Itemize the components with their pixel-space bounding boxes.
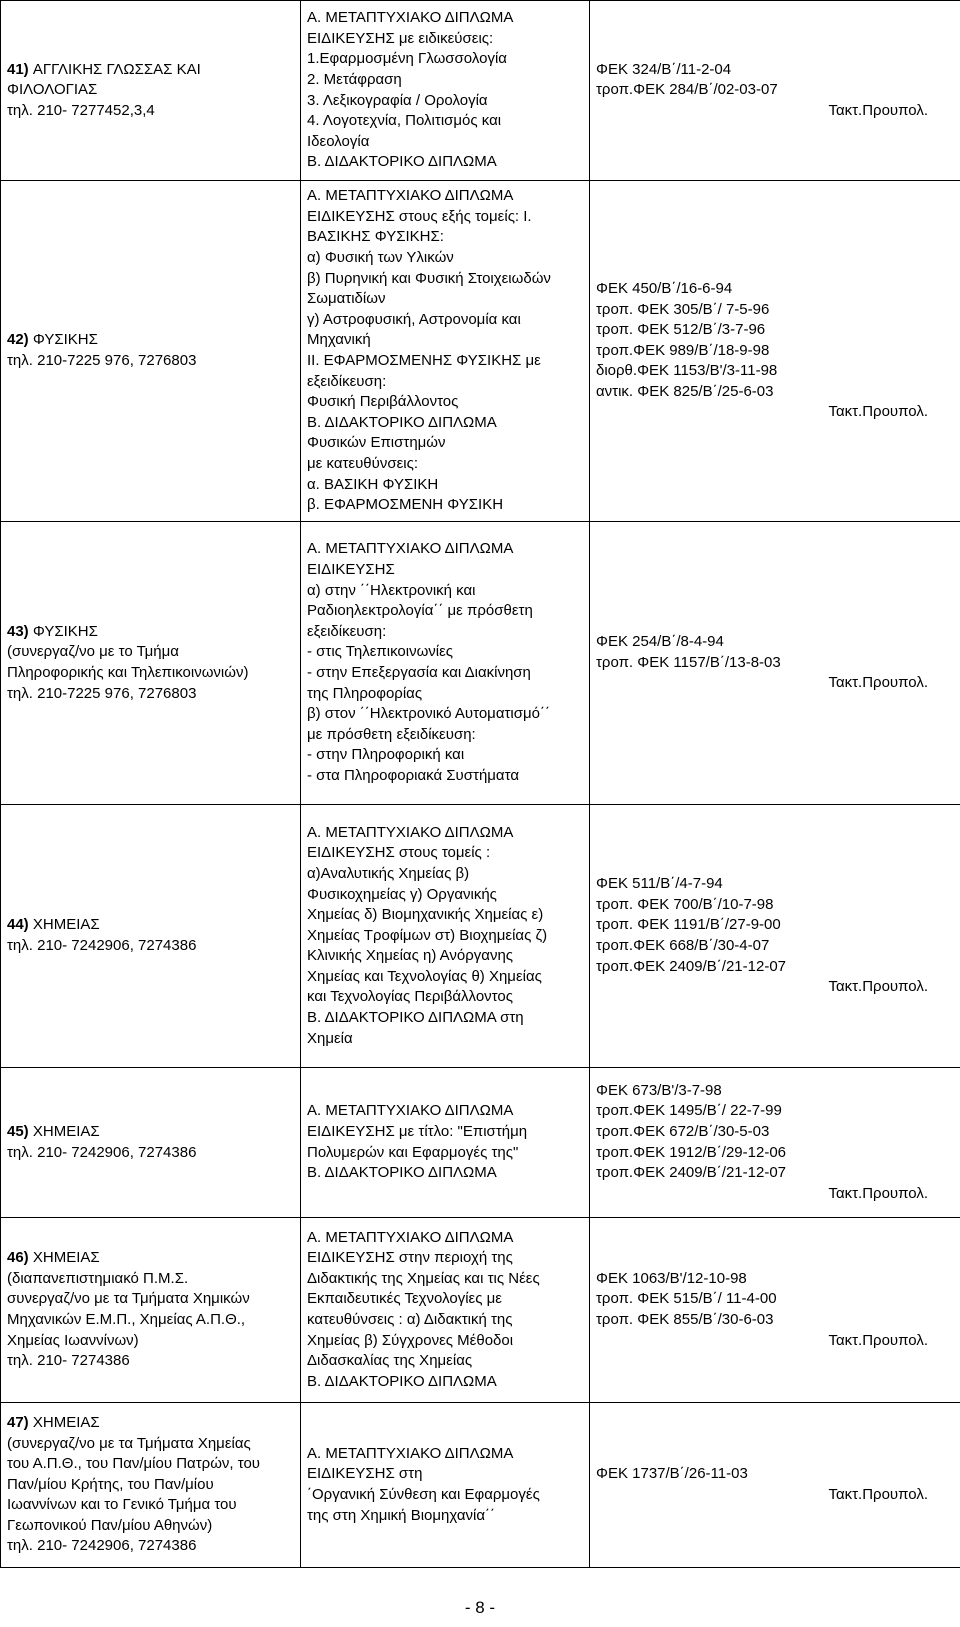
program-line: Ιδεολογία [307, 132, 370, 150]
program-line: ΄Οργανική Σύνθεση και Εφαρμογές [307, 1486, 540, 1503]
department-cell [1, 1068, 301, 1218]
department-line [7, 101, 294, 122]
program-line: Χημείας και Τεχνολογίας θ) Χημείας [307, 967, 542, 985]
program-line: εξειδίκευση: [307, 622, 387, 640]
program-line: Α. ΜΕΤΑΠΤΥΧΙΑΚΟ ΔΙΠΛΩΜΑ [307, 9, 514, 27]
department-line [7, 936, 294, 957]
fek-reference: τροπ. ΦΕΚ 855/Β΄/30-6-03 [596, 1311, 774, 1328]
program-line: Β. ΔΙΔΑΚΤΟΡΙΚΟ ΔΙΠΛΩΜΑ στη [307, 1009, 524, 1027]
program-line: Διδακτικής της Χημείας και τις Νέες [307, 1269, 540, 1287]
department-line [7, 351, 294, 372]
department-number: 43) [7, 622, 33, 640]
fek-cell [590, 1068, 960, 1218]
department-text: ΧΗΜΕΙΑΣ [32, 1413, 100, 1431]
department-text: τηλ. 210-7225 976, 7276803 [7, 684, 197, 702]
program-line: α) Φυσική των Υλικών [307, 249, 454, 267]
program-line: β) στον ΄΄Ηλεκτρονικό Αυτοματισμό΄΄ [307, 705, 550, 723]
program-cell [301, 522, 590, 805]
program-line: εξειδίκευση: [307, 372, 387, 390]
department-cell [1, 805, 301, 1068]
program-line: ΕΙΔΙΚΕΥΣΗΣ στους εξής τομείς: Ι. [307, 207, 532, 225]
department-cell [1, 1, 301, 181]
table-row [1, 522, 960, 805]
program-line: κατευθύνσεις : α) Διδακτική της [307, 1311, 513, 1328]
department-text: τηλ. 210- 7242906, 7274386 [7, 1537, 197, 1555]
funding-status: Τακτ.Προυπολ. [828, 1331, 928, 1349]
department-title [7, 330, 294, 351]
department-line [7, 663, 294, 684]
department-line [7, 1351, 294, 1372]
fek-reference: τροπ.ΦΕΚ 672/Β΄/30-5-03 [596, 1122, 770, 1140]
table-row [1, 1, 960, 181]
department-number: 42) [7, 331, 33, 349]
department-number: 46) [7, 1249, 33, 1267]
department-text: ΦΥΣΙΚΗΣ [32, 622, 98, 640]
department-line [7, 1454, 294, 1475]
program-line: ΕΙΔΙΚΕΥΣΗΣ στη [307, 1465, 423, 1483]
program-line: Χημείας δ) Βιομηχανικής Χημείας ε) [307, 906, 544, 924]
fek-reference: διορθ.ΦΕΚ 1153/Β'/3-11-98 [596, 362, 778, 380]
fek-reference: τροπ. ΦΕΚ 305/Β΄/ 7-5-96 [596, 300, 770, 318]
department-text: τηλ. 210- 7274386 [7, 1352, 130, 1370]
program-line: γ) Αστροφυσική, Αστρονομία και [307, 310, 521, 328]
department-cell [1, 1403, 301, 1568]
department-text: Μηχανικών Ε.Μ.Π., Χημείας Α.Π.Θ., [7, 1311, 246, 1328]
funding-status: Τακτ.Προυπολ. [828, 403, 928, 421]
department-line [7, 1434, 294, 1455]
program-line: Φυσικοχημείας γ) Οργανικής [307, 885, 497, 903]
program-line: της Πληροφορίας [307, 684, 423, 702]
fek-reference: ΦΕΚ 1737/Β΄/26-11-03 [596, 1465, 748, 1483]
department-title [7, 1413, 294, 1434]
fek-cell [590, 1218, 960, 1403]
fek-reference: τροπ. ΦΕΚ 1191/Β΄/27-9-00 [596, 916, 781, 934]
fek-reference: αντικ. ΦΕΚ 825/Β΄/25-6-03 [596, 382, 774, 400]
program-line: Β. ΔΙΔΑΚΤΟΡΙΚΟ ΔΙΠΛΩΜΑ [307, 413, 497, 431]
department-number: 47) [7, 1413, 33, 1431]
department-text: ΧΗΜΕΙΑΣ [32, 1122, 100, 1140]
funding-status: Τακτ.Προυπολ. [828, 1486, 928, 1503]
program-cell [301, 805, 590, 1068]
department-line [7, 642, 294, 663]
funding-status: Τακτ.Προυπολ. [828, 101, 928, 119]
fek-reference: τροπ.ΦΕΚ 2409/Β΄/21-12-07 [596, 1164, 786, 1182]
department-text: (διαπανεπιστημιακό Π.Μ.Σ. [7, 1269, 189, 1287]
program-line: Κλινικής Χημείας η) Ανόργανης [307, 947, 514, 965]
department-text: (συνεργαζ/νο με το Τμήμα [7, 643, 179, 661]
fek-reference: ΦΕΚ 254/Β΄/8-4-94 [596, 633, 724, 651]
department-cell [1, 522, 301, 805]
program-line: Α. ΜΕΤΑΠΤΥΧΙΑΚΟ ΔΙΠΛΩΜΑ [307, 1228, 514, 1246]
program-cell [301, 181, 590, 522]
department-text: Χημείας Ιωαννίνων) [7, 1331, 139, 1349]
fek-cell [590, 181, 960, 522]
funding-status: Τακτ.Προυπολ. [828, 1184, 928, 1202]
department-text: τηλ. 210- 7242906, 7274386 [7, 937, 197, 954]
fek-reference: ΦΕΚ 673/Β'/3-7-98 [596, 1081, 722, 1099]
program-line: ΙΙ. ΕΦΑΡΜΟΣΜΕΝΗΣ ΦΥΣΙΚΗΣ με [307, 352, 541, 369]
department-text: ΑΓΓΛΙΚΗΣ ΓΛΩΣΣΑΣ ΚΑΙ [32, 60, 201, 78]
department-title [7, 60, 294, 81]
department-cell [1, 181, 301, 522]
program-line: α. ΒΑΣΙΚΗ ΦΥΣΙΚΗ [307, 475, 439, 493]
fek-reference: τροπ.ΦΕΚ 1912/Β΄/29-12-06 [596, 1143, 786, 1161]
program-line: και Τεχνολογίας Περιβάλλοντος [307, 988, 513, 1006]
department-line [7, 1516, 294, 1537]
program-line: Α. ΜΕΤΑΠΤΥΧΙΑΚΟ ΔΙΠΛΩΜΑ [307, 1444, 514, 1462]
program-line: Β. ΔΙΔΑΚΤΟΡΙΚΟ ΔΙΠΛΩΜΑ [307, 1372, 497, 1390]
program-line: Α. ΜΕΤΑΠΤΥΧΙΑΚΟ ΔΙΠΛΩΜΑ [307, 540, 514, 558]
table-row [1, 181, 960, 522]
fek-reference: τροπ.ΦΕΚ 1495/Β΄/ 22-7-99 [596, 1102, 782, 1120]
fek-reference: τροπ.ΦΕΚ 284/Β΄/02-03-07 [596, 81, 778, 99]
department-line [7, 1143, 294, 1164]
program-cell [301, 1403, 590, 1568]
department-text: Ιωαννίνων και το Γενικό Τμήμα του [7, 1496, 237, 1514]
program-line: ΕΙΔΙΚΕΥΣΗΣ στην περιοχή της [307, 1249, 513, 1267]
program-line: 3. Λεξικογραφία / Ορολογία [307, 91, 488, 109]
department-line [7, 1310, 294, 1331]
program-line: Α. ΜΕΤΑΠΤΥΧΙΑΚΟ ΔΙΠΛΩΜΑ [307, 187, 514, 205]
department-text: ΧΗΜΕΙΑΣ [32, 1249, 100, 1267]
program-line: ΕΙΔΙΚΕΥΣΗΣ με τίτλο: "Επιστήμη [307, 1122, 528, 1140]
program-line: Α. ΜΕΤΑΠΤΥΧΙΑΚΟ ΔΙΠΛΩΜΑ [307, 823, 514, 841]
program-line: 1.Εφαρμοσμένη Γλωσσολογία [307, 50, 507, 68]
fek-reference: ΦΕΚ 1063/Β'/12-10-98 [596, 1269, 747, 1287]
program-line: της στη Χημική Βιομηχανία΄΄ [307, 1506, 495, 1524]
funding-status: Τακτ.Προυπολ. [828, 978, 928, 996]
department-text: Γεωπονικού Παν/μίου Αθηνών) [7, 1516, 213, 1534]
department-line [7, 1495, 294, 1516]
program-line: ΕΙΔΙΚΕΥΣΗΣ με ειδικεύσεις: [307, 29, 494, 47]
program-line: ΕΙΔΙΚΕΥΣΗΣ [307, 561, 395, 579]
department-line [7, 1269, 294, 1290]
program-line: - στην Επεξεργασία και Διακίνηση [307, 664, 531, 681]
program-line: Μηχανική [307, 331, 371, 349]
program-cell [301, 1, 590, 181]
program-line: ΒΑΣΙΚΗΣ ΦΥΣΙΚΗΣ: [307, 228, 444, 246]
table-row [1, 805, 960, 1068]
department-number: 45) [7, 1122, 33, 1140]
program-line: Χημείας Τροφίμων στ) Βιοχημείας ζ) [307, 926, 548, 944]
department-line [7, 1289, 294, 1310]
department-text: του Α.Π.Θ., του Παν/μίου Πατρών, του [7, 1455, 260, 1473]
table-row [1, 1068, 960, 1218]
program-line: Διδασκαλίας της Χημείας [307, 1352, 473, 1370]
program-line: 2. Μετάφραση [307, 70, 402, 88]
department-line [7, 80, 294, 101]
table-row [1, 1218, 960, 1403]
program-line: Χημείας β) Σύγχρονες Μέθοδοι [307, 1331, 514, 1349]
fek-reference: τροπ. ΦΕΚ 515/Β΄/ 11-4-00 [596, 1290, 777, 1308]
department-line [7, 1475, 294, 1496]
program-line: - στα Πληροφοριακά Συστήματα [307, 766, 519, 784]
program-line: ΕΙΔΙΚΕΥΣΗΣ στους τομείς : [307, 844, 491, 862]
department-text: τηλ. 210-7225 976, 7276803 [7, 352, 197, 369]
department-text: ΦΥΣΙΚΗΣ [32, 331, 98, 349]
fek-reference: τροπ.ΦΕΚ 989/Β΄/18-9-98 [596, 341, 770, 359]
table-row [1, 1403, 960, 1568]
program-line: α) στην ΄΄Ηλεκτρονική και [307, 581, 476, 599]
fek-reference: ΦΕΚ 324/Β΄/11-2-04 [596, 60, 732, 78]
fek-cell [590, 1403, 960, 1568]
fek-reference: τροπ. ΦΕΚ 512/Β΄/3-7-96 [596, 321, 766, 339]
department-line [7, 684, 294, 705]
department-line [7, 1331, 294, 1352]
program-line: Φυσικών Επιστημών [307, 434, 446, 452]
program-line: Φυσική Περιβάλλοντος [307, 393, 459, 411]
department-text: συνεργαζ/νο με τα Τμήματα Χημικών [7, 1290, 250, 1308]
program-line: Β. ΔΙΔΑΚΤΟΡΙΚΟ ΔΙΠΛΩΜΑ [307, 1164, 497, 1182]
department-title [7, 1122, 294, 1143]
department-title [7, 915, 294, 936]
program-cell [301, 1068, 590, 1218]
program-line: με πρόσθετη εξειδίκευση: [307, 725, 476, 743]
department-number: 41) [7, 60, 33, 78]
fek-cell [590, 1, 960, 181]
funding-status: Τακτ.Προυπολ. [828, 674, 928, 692]
fek-cell [590, 522, 960, 805]
fek-reference: τροπ.ΦΕΚ 2409/Β΄/21-12-07 [596, 957, 786, 975]
program-line: Σωματιδίων [307, 290, 386, 308]
fek-cell [590, 805, 960, 1068]
program-line: Χημεία [307, 1029, 353, 1047]
department-text: τηλ. 210- 7242906, 7274386 [7, 1143, 197, 1161]
department-text: τηλ. 210- 7277452,3,4 [7, 101, 155, 119]
department-text: (συνεργαζ/νο με τα Τμήματα Χημείας [7, 1434, 251, 1452]
department-text: Πληροφορικής και Τηλεπικοινωνιών) [7, 664, 249, 681]
program-line: α)Αναλυτικής Χημείας β) [307, 864, 470, 882]
department-text: ΦΙΛΟΛΟΓΙΑΣ [7, 81, 98, 99]
fek-reference: τροπ.ΦΕΚ 668/Β΄/30-4-07 [596, 937, 770, 954]
department-text: ΧΗΜΕΙΑΣ [32, 916, 100, 934]
program-line: - στις Τηλεπικοινωνίες [307, 643, 454, 661]
department-title [7, 1248, 294, 1269]
department-number: 44) [7, 916, 33, 934]
department-line [7, 1536, 294, 1557]
department-title [7, 622, 294, 643]
program-line: Ραδιοηλεκτρολογία΄΄ με πρόσθετη [307, 602, 533, 620]
program-line: β. ΕΦΑΡΜΟΣΜΕΝΗ ΦΥΣΙΚΗ [307, 496, 504, 514]
department-text: Παν/μίου Κρήτης, του Παν/μίου [7, 1475, 214, 1493]
program-line: 4. Λογοτεχνία, Πολιτισμός και [307, 112, 502, 130]
page-number: - 8 - [464, 1598, 496, 1617]
fek-reference: ΦΕΚ 450/Β΄/16-6-94 [596, 279, 733, 297]
program-line: Πολυμερών και Εφαρμογές της" [307, 1143, 519, 1161]
program-line: Εκπαιδευτικές Τεχνολογίες με [307, 1290, 502, 1308]
program-line: με κατευθύνσεις: [307, 454, 419, 472]
program-line: Α. ΜΕΤΑΠΤΥΧΙΑΚΟ ΔΙΠΛΩΜΑ [307, 1102, 514, 1120]
fek-reference: τροπ. ΦΕΚ 700/Β΄/10-7-98 [596, 895, 774, 913]
fek-reference: τροπ. ΦΕΚ 1157/Β΄/13-8-03 [596, 653, 781, 671]
program-line: - στην Πληροφορική και [307, 746, 465, 764]
program-line: β) Πυρηνική και Φυσική Στοιχειωδών [307, 269, 551, 287]
fek-reference: ΦΕΚ 511/Β΄/4-7-94 [596, 875, 723, 893]
program-cell [301, 1218, 590, 1403]
program-line: Β. ΔΙΔΑΚΤΟΡΙΚΟ ΔΙΠΛΩΜΑ [307, 153, 497, 171]
programs-table-body [1, 1, 960, 1568]
department-cell [1, 1218, 301, 1403]
